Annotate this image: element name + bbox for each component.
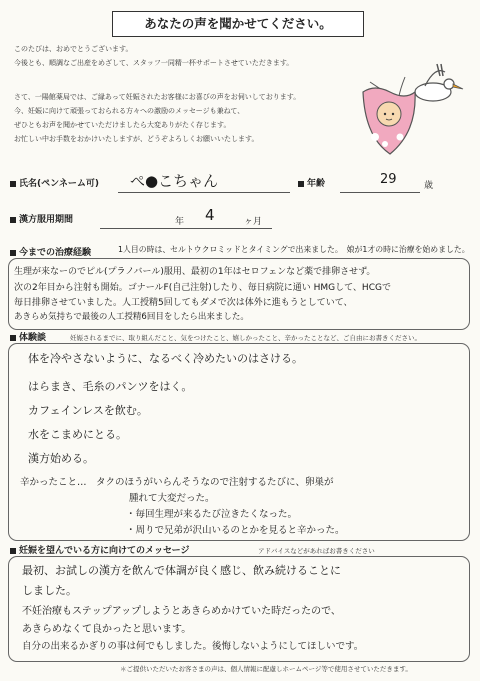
period-label: 漢方服用期間 bbox=[19, 215, 74, 225]
name-value: ぺ●こちゃん bbox=[130, 172, 219, 190]
message-line: 自分の出来るかぎりの事は何でもしました。後悔しないようにしてほしいです。 bbox=[22, 641, 364, 652]
intro-line: このたびは、おめでとうございます。 bbox=[14, 45, 133, 53]
experience-line: 腫れて大変だった。 bbox=[110, 493, 215, 504]
treatment-line: 生理が来なーのでピル(プラノバール)服用、最初の1年はセロフェンなど薬で排卵させず。 bbox=[14, 267, 376, 277]
experience-line: ・周りで兄弟が沢山いるのとかを見ると辛かった。 bbox=[126, 525, 345, 536]
bullet-icon bbox=[10, 181, 16, 187]
message-label: 妊娠を望んでいる方に向けてのメッセージ bbox=[19, 546, 190, 556]
bullet-icon bbox=[10, 250, 16, 256]
name-underline bbox=[118, 192, 290, 193]
period-year-unit: 年 bbox=[175, 217, 185, 227]
experience-hint: 妊娠されるまでに、取り組んだこと、気をつけたこと、嬉しかったこと、辛かったことなど、ご自由にお書きください。 bbox=[70, 334, 421, 342]
period-label-wrap bbox=[10, 212, 73, 225]
treatment-line: 1人目の時は、セルトウクロミッドとタイミングで出来ました。 娘が1才の時に治療を始めました。 bbox=[118, 245, 470, 254]
experience-line: 体を冷やさないように、なるべく冷めたいのはさける。 bbox=[28, 352, 303, 365]
intro-line: お忙しい中お手数をおかけいたしますが、どうぞよろしくお願いいたします。 bbox=[14, 135, 259, 143]
period-month-value: 4 bbox=[205, 206, 215, 224]
message-line: 不妊治療もステップアップしようとあきらめかけていた時だったので、 bbox=[22, 606, 341, 617]
message-line: あきらめなくて良かったと思います。 bbox=[22, 624, 192, 635]
stork-baby-illustration bbox=[345, 62, 465, 172]
experience-label: 体験談 bbox=[19, 333, 47, 343]
age-unit: 歳 bbox=[424, 181, 434, 191]
message-line: しました。 bbox=[22, 584, 77, 597]
experience-line: カフェインレスを飲む。 bbox=[28, 404, 148, 417]
bullet-icon bbox=[298, 181, 304, 187]
page-title: あなたの声を聞かせてください。 bbox=[112, 11, 364, 37]
period-underline bbox=[100, 228, 272, 229]
experience-line: ・毎回生理が来るたび泣きたくなった。 bbox=[126, 509, 298, 520]
treatment-label-wrap bbox=[10, 245, 91, 258]
age-label-wrap bbox=[298, 176, 325, 189]
bullet-icon bbox=[10, 217, 16, 223]
name-label-wrap bbox=[10, 176, 99, 189]
intro-line: 今、妊娠に向けて頑張っておられる方々への激励のメッセージも兼ねて、 bbox=[14, 107, 245, 115]
age-value: 29 bbox=[380, 172, 397, 187]
treatment-label: 今までの治療経験 bbox=[19, 248, 92, 258]
message-line: 最初、お試しの漢方を飲んで体調が良く感じ、飲み続けることに bbox=[22, 564, 341, 577]
intro-line: ぜひともお声を聞かせていただけましたら大変ありがたく存じます。 bbox=[14, 121, 231, 129]
intro-line: さて、一陽館薬局では、ご縁あって妊娠されたお客様にお喜びの声をお伺いしております。 bbox=[14, 93, 301, 101]
experience-line: 水をこまめにとる。 bbox=[28, 428, 127, 441]
experience-label-wrap bbox=[10, 330, 46, 343]
age-label: 年齢 bbox=[307, 179, 326, 189]
treatment-line: 次の2年目から注射も開始。ゴナールF(自己注射)したり、毎日病院に通い HMGして、HCGで bbox=[14, 283, 391, 293]
period-month-unit: ヶ月 bbox=[244, 217, 263, 227]
intro-line: 今後とも、順調なご出産をめざして、スタッフ一同精一杯サポートさせていただきます。 bbox=[14, 59, 294, 67]
treatment-line: 毎日排卵させていました。人工授精5回してもダメで次は体外に進もうとしていて、 bbox=[14, 298, 353, 308]
bullet-icon bbox=[10, 335, 16, 341]
footer-note: ＊ご提供いただいたお客さまの声は、個人情報に配慮しホームページ等で使用させていただきます。 bbox=[120, 665, 412, 673]
age-underline bbox=[340, 192, 420, 193]
treatment-line: あきらめ気持ちで最後の人工授精6回目をしたら出来ました。 bbox=[14, 312, 249, 322]
message-label-wrap bbox=[10, 543, 189, 556]
name-label: 氏名(ペンネーム可) bbox=[19, 179, 99, 189]
experience-line: はらまき、毛糸のパンツをはく。 bbox=[28, 380, 193, 393]
experience-line: 漢方始める。 bbox=[28, 452, 94, 465]
message-hint: アドバイスなどがあればお書きください bbox=[258, 547, 375, 555]
bullet-icon bbox=[10, 548, 16, 554]
experience-line: 辛かったこと… タクのほうがいらんそうなので注射するたびに、卵巣が bbox=[20, 477, 334, 488]
